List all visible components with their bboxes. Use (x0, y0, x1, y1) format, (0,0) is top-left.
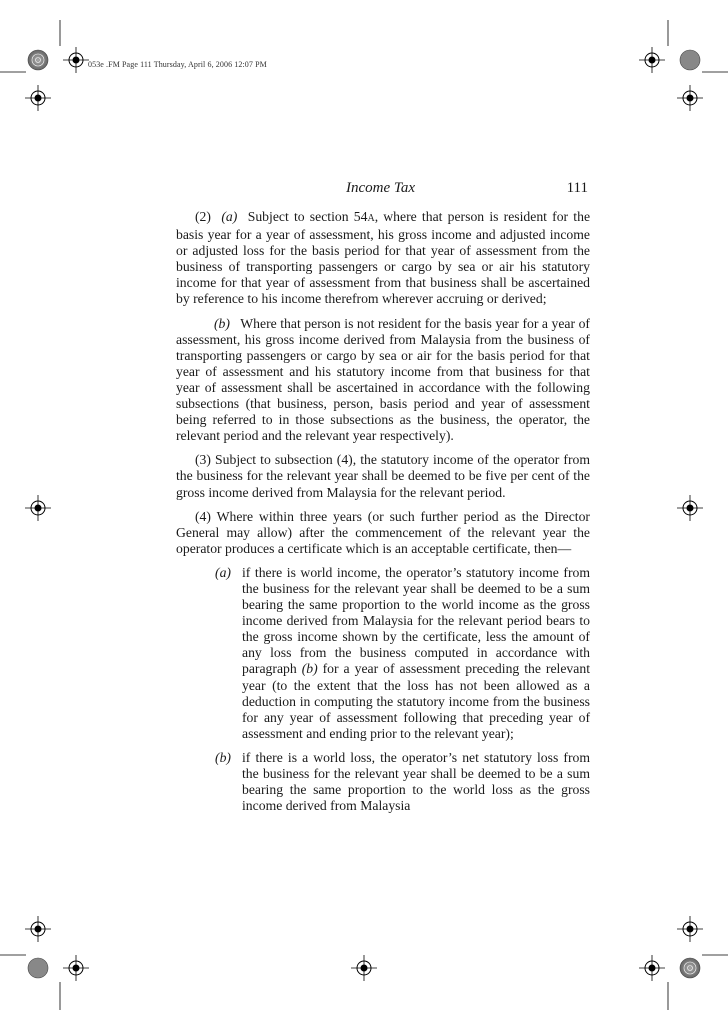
section-letter: A (367, 213, 375, 224)
page-body (176, 209, 590, 822)
paragraph-a-label: (a) (221, 209, 238, 224)
crop-target-top-right-lower (677, 85, 703, 111)
item-label: (a) (215, 564, 231, 580)
item-text: if there is a world loss, the operator’s net statutory loss from the business for the relevant year shall be deemed to be a sum bearing the same proportion to the world loss as the gross income derived from Malaysia (242, 749, 590, 814)
subsection-2a-text-start: Subject to section 54 (247, 209, 368, 224)
item-text-end: for a year of assessment preceding the relevant year (to the extent that the loss has not been allowed as a deduction in computing the statutory income from the business for any year of assessment following that preceding year of assessment and ending prior to the relevant year); (242, 661, 590, 741)
crop-target-bottom-left-outer (28, 958, 48, 978)
subsection-2b (176, 316, 590, 445)
crop-target-middle-left (25, 495, 51, 521)
crop-target-bottom-right-outer (680, 958, 700, 978)
item-text (242, 565, 590, 742)
running-head-title: Income Tax (346, 180, 416, 196)
crop-target-bottom-right (639, 955, 665, 981)
print-slug: 053e .FM Page 111 Thursday, April 6, 2006 12:07 PM (88, 60, 267, 69)
crop-target-top-left (63, 47, 89, 73)
item-label: (b) (215, 749, 231, 765)
crop-target-top-right (639, 47, 665, 73)
subsection-2-number: (2) (195, 209, 211, 224)
subsection-4-item-a (176, 565, 590, 742)
crop-target-bottom-center (351, 955, 377, 981)
crop-target-bottom-right-upper (677, 916, 703, 942)
subsection-2b-text: Where that person is not resident for the basis year for a year of assessment, his gross income derived from Malaysia from the business of transporting passengers or cargo by sea or air for the basis period for that year of assessment and his statutory income from that business for that year of assessment shall be ascertained in accordance with the following subsections (that business, person, basis period and year of assessment being referred to in those subsections as the business, the operator, the relevant period and the relevant year respectively). (176, 315, 590, 444)
paragraph-b-label: (b) (214, 315, 230, 331)
crop-target-bottom-left (63, 955, 89, 981)
crop-target-top-left-lower (25, 85, 51, 111)
item-text-start: if there is world income, the operator’s statutory income from the business for the relevant year shall be deemed to be a sum bearing the same proportion to the world income as the gross income derived from Malaysia for the relevant period bears to the gross income shown by the certificate, less the amount of any loss from the business computed in accordance with paragraph (242, 564, 590, 677)
subsection-2a-text-end: , where that person is resident for the basis year for a year of assessment, his gross income and adjusted income or adjusted loss for the basis period for that year of assessment from the business of transporting passengers or cargo by sea or air his statutory income for that year of assessment from that business shall be ascertained by reference to his income therefrom wherever accruing or derived; (176, 209, 591, 307)
crop-target-bottom-left-upper (25, 916, 51, 942)
crop-target-middle-right (677, 495, 703, 521)
crop-target-top-right-outer (680, 50, 700, 70)
subsection-4-item-b (176, 750, 590, 814)
page-number: 111 (566, 180, 588, 196)
subsection-3: (3) Subject to subsection (4), the statutory income of the operator from the business for the relevant year shall be deemed to be five per cent of the gross income derived from Malaysia for the relevant period. (176, 452, 590, 500)
subsection-2a (176, 209, 590, 308)
paragraph-reference: (b) (301, 661, 318, 677)
crop-target-top-left-outer (28, 50, 48, 70)
running-head (176, 180, 590, 200)
subsection-4: (4) Where within three years (or such further period as the Director General may allow) after the commencement of the relevant year the operator produces a certificate which is an acceptable certificate, then— (176, 508, 590, 556)
